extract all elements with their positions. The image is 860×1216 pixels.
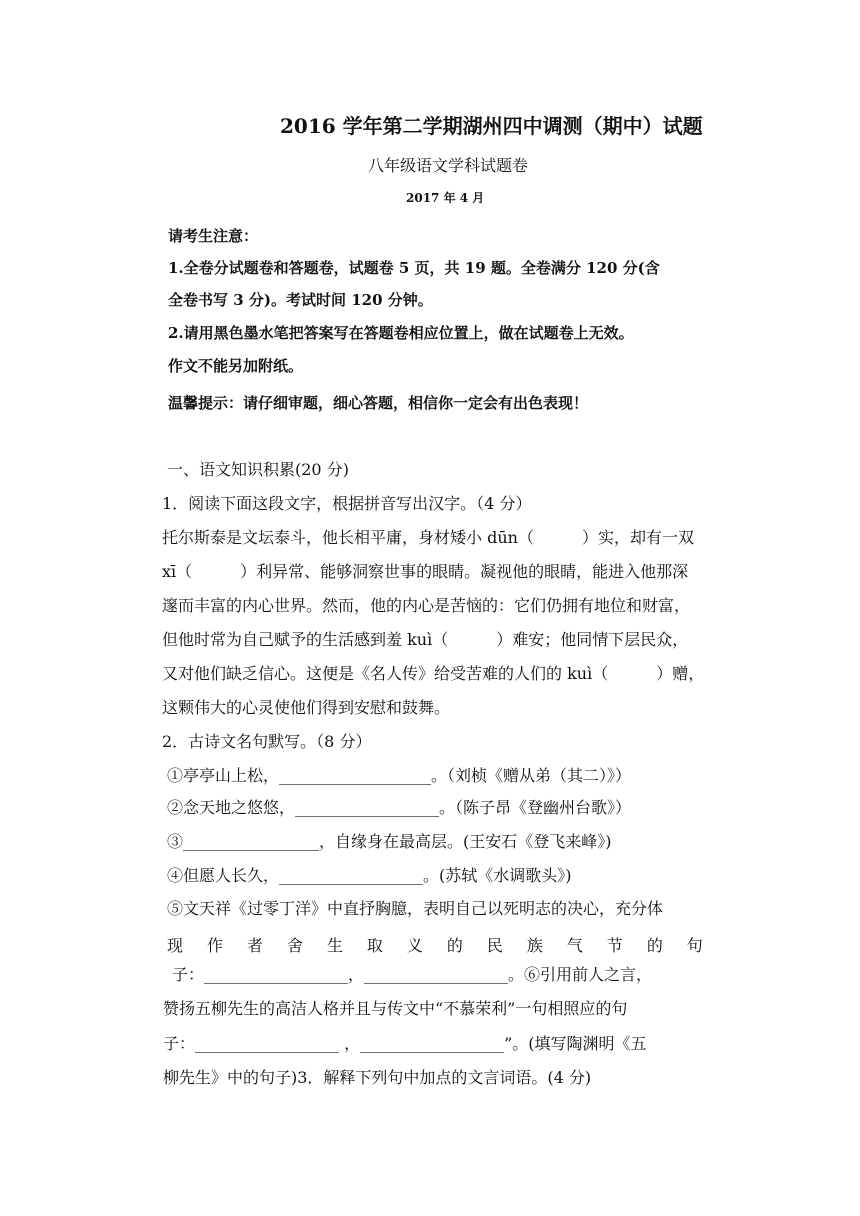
q1-passage-line: 又对他们缺乏信心。这便是《名人传》给受苦难的人们的 kuì（ ）赠，: [162, 664, 705, 683]
spread-char: 民: [486, 936, 503, 955]
spread-char: 义: [406, 936, 423, 955]
notice-item2-line2: 作文不能另加附纸。: [168, 357, 304, 375]
q2-cont-line: 子：__________________，__________________。⑥引用前人之言，: [172, 965, 653, 984]
q2-cont-line: 赞扬五柳先生的高洁人格并且与传文中“不慕荣利”一句相照应的句: [163, 999, 628, 1018]
q1-prompt: 1．阅读下面这段文字，根据拼音写出汉字。（4 分）: [162, 494, 532, 513]
spread-char: 族: [526, 936, 543, 955]
q2-item: ④但愿人长久，__________________。(苏轼《水调歌头》): [167, 866, 572, 885]
notice-item1-line2: 全卷书写 3 分)。考试时间 120 分钟。: [168, 291, 433, 309]
exam-subtitle: 八年级语文学科试题卷: [368, 156, 529, 175]
q1-passage-line: 但他时常为自己赋予的生活感到羞 kuì（ ）难安；他同情下层民众，: [162, 630, 689, 649]
q2-spread-line: [167, 933, 703, 956]
spread-char: 作: [206, 936, 223, 955]
q1-passage-line: xī（ ）利异常、能够洞察世事的眼睛。凝视他的眼睛，能进入他那深: [162, 562, 689, 581]
notice-item1-line1: 1.全卷分试题卷和答题卷，试题卷 5 页，共 19 题。全卷满分 120 分(含: [168, 259, 660, 277]
spread-char: 生: [326, 936, 343, 955]
q2-cont-line: 子：__________________ ，__________________”。(填写陶渊明《五: [163, 1034, 647, 1053]
spread-char: 者: [246, 936, 263, 955]
exam-date: 2017 年 4 月: [406, 191, 485, 205]
spread-char: 的: [446, 936, 463, 955]
notice-item2-line1: 2.请用黑色墨水笔把答案写在答题卷相应位置上，做在试题卷上无效。: [168, 324, 634, 342]
q2-item: ③_________________，自缘身在最高层。(王安石《登飞来峰》): [167, 832, 612, 851]
spread-char: 现: [167, 936, 184, 955]
section-heading: 一、语文知识积累(20 分): [167, 460, 349, 479]
exam-title: 2016 学年第二学期湖州四中调测（期中）试题: [280, 114, 703, 138]
spread-char: 句: [686, 936, 703, 955]
q2-cont-line: 柳先生》中的句子)3．解释下列句中加点的文言词语。(4 分): [163, 1068, 592, 1087]
q2-prompt: 2．古诗文名句默写。（8 分）: [162, 732, 372, 751]
spread-char: 的: [646, 936, 663, 955]
q2-item: ⑤文天祥《过零丁洋》中直抒胸臆，表明自己以死明志的决心，充分体: [167, 899, 664, 918]
spread-char: 节: [606, 936, 623, 955]
q2-item: ②念天地之悠悠，__________________。（陈子昂《登幽州台歌》）: [167, 798, 632, 817]
q1-passage-line: 邃而丰富的内心世界。然而，他的内心是苦恼的：它们仍拥有地位和财富，: [162, 596, 691, 615]
notice-tip: 温馨提示：请仔细审题，细心答题，相信你一定会有出色表现！: [168, 394, 589, 412]
notice-heading: 请考生注意：: [168, 227, 259, 245]
spread-char: 气: [566, 936, 583, 955]
spread-char: 舍: [286, 936, 303, 955]
q1-passage-line: 这颗伟大的心灵使他们得到安慰和鼓舞。: [162, 698, 451, 717]
q2-item: ①亭亭山上松，___________________。（刘桢《赠从弟（其二）》）: [167, 766, 632, 785]
spread-char: 取: [366, 936, 383, 955]
q1-passage-line: 托尔斯泰是文坛泰斗，他长相平庸，身材矮小 dūn（ ）实，却有一双: [162, 528, 694, 547]
